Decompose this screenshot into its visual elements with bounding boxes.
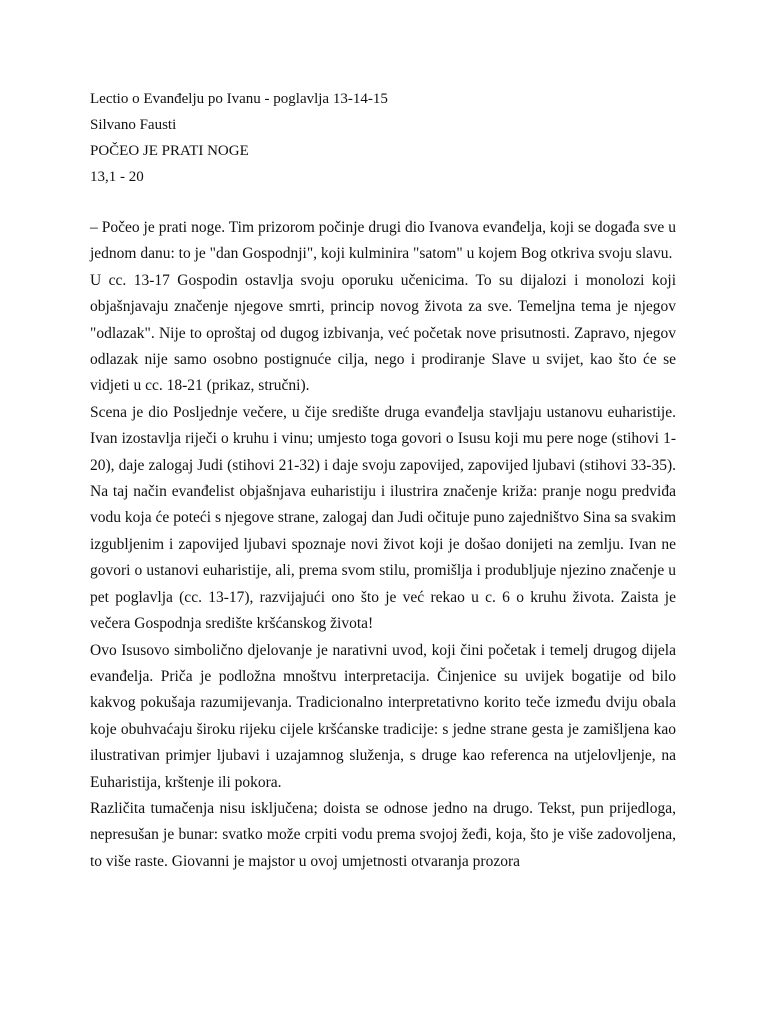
author-name: Silvano Fausti: [90, 117, 177, 133]
verse-reference: 13,1 - 20: [90, 169, 144, 185]
section-title: POČEO JE PRATI NOGE: [90, 143, 249, 159]
paragraph-4: Ovo Isusovo simbolično djelovanje je narativni uvod, koji čini početak i temelj drugog dijela evanđelja. Priča je podložna mnoštvu interpretacija. Činjenice su uvijek bogatije od bilo kakvog pokušaja razumijevanja. Tradicionalno interpretativno korito teče između dviju obala koje obuhvaćaju široku rijeku cijele kršćanske tradicije: s jedne strane gesta je zamišljena kao ilustrativan primjer ljubavi i uzajamnog služenja, s druge kao referenca na utjelovljenje, na Euharistija, krštenje ili pokora.: [90, 641, 676, 791]
document-title: Lectio o Evanđelju po Ivanu - poglavlja 13-14-15: [90, 91, 388, 107]
paragraph-3: Scena je dio Posljednje večere, u čije središte druga evanđelja stavljaju ustanovu euharistije. Ivan izostavlja riječi o kruhu i vinu; umjesto toga govori o Isusu koji mu pere noge (stihovi 1-20), daje zalogaj Judi (stihovi 21-32) i daje svoju zapovijed, zapovijed ljubavi (stihovi 33-35). Na taj način evanđelist objašnjava euharistiju i ilustrira značenje križa: pranje nogu predviđa vodu koja će poteći s njegove strane, zalogaj dan Judi očituje puno zajedništvo Sina sa svakim izgubljenim i zapovijed ljubavi spoznaje novi život koji je došao donijeti na zemlju. Ivan ne govori o ustanovi euharistije, ali, prema svom stilu, promišlja i produbljuje njezino značenje u pet poglavlja (cc. 13-17), razvijajući ono što je već rekao u c. 6 o kruhu života. Zaista je večera Gospodnja središte kršćanskog života!: [90, 403, 676, 633]
paragraph-5: Različita tumačenja nisu isključena; doista se odnose jedno na drugo. Tekst, pun prijedloga, nepresušan je bunar: svatko može crpiti vodu prema svojoj žeđi, koja, što je više zadovoljena, to više raste. Giovanni je majstor u ovoj umjetnosti otvaranja prozora: [90, 799, 676, 870]
document-body: [90, 215, 676, 875]
paragraph-1: – Počeo je prati noge. Tim prizorom počinje drugi dio Ivanova evanđelja, koji se događa sve u jednom danu: to je "dan Gospodnji", koji kulminira "satom" u kojem Bog otkriva svoju slavu.: [90, 219, 676, 263]
document-header: [90, 86, 690, 190]
paragraph-2: U cc. 13-17 Gospodin ostavlja svoju oporuku učenicima. To su dijalozi i monolozi koji objašnjavaju značenje njegove smrti, princip novog života za sve. Temeljna tema je njegov "odlazak". Nije to oproštaj od dugog izbivanja, već početak nove prisutnosti. Zapravo, njegov odlazak nije samo osobno postignuće cilja, nego i prodiranje Slave u svijet, kao što će se vidjeti u cc. 18-21 (prikaz, stručni).: [90, 271, 676, 395]
